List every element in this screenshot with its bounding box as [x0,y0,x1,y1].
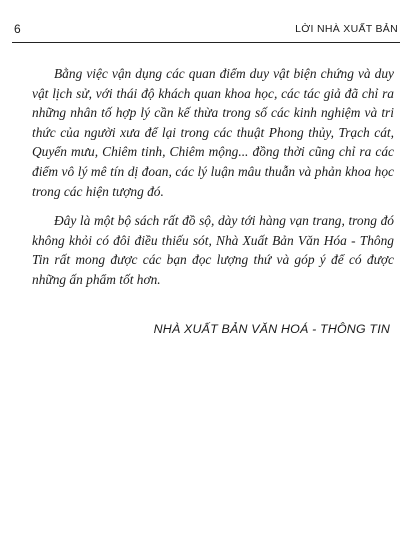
body-text [32,64,394,300]
page-number: 6 [14,22,21,36]
publisher-signature: NHÀ XUẤT BẢN VĂN HOÁ - THÔNG TIN [153,322,390,336]
page-header [14,22,398,40]
paragraph-2: Đây là một bộ sách rất đồ sộ, dày tới hàng vạn trang, trong đó không khỏi có đôi điều thiếu sót, Nhà Xuất Bản Văn Hóa - Thông Tin rất mong được các bạn đọc lượng thứ và góp ý để có được những ấn phẩm tốt hơn. [32,213,394,287]
header-rule [12,42,400,43]
paragraph-1: Bằng việc vận dụng các quan điểm duy vật biện chứng và duy vật lịch sử, với thái độ khách quan khoa học, các tác giả đã chỉ ra những nhân tố hợp lý cần kế thừa trong số các kinh nghiệm và tri thức của người xưa để lại trong các thuật Phong thủy, Trạch cát, Quyển mưu, Chiêm tinh, Chiêm mộng... đồng thời cũng chỉ ra các điểm vô lý mê tín dị đoan, các lý luận mâu thuẫn và phản khoa học trong các hiện tượng đó. [32,66,394,199]
running-title: LỜI NHÀ XUẤT BẢN [295,23,398,35]
